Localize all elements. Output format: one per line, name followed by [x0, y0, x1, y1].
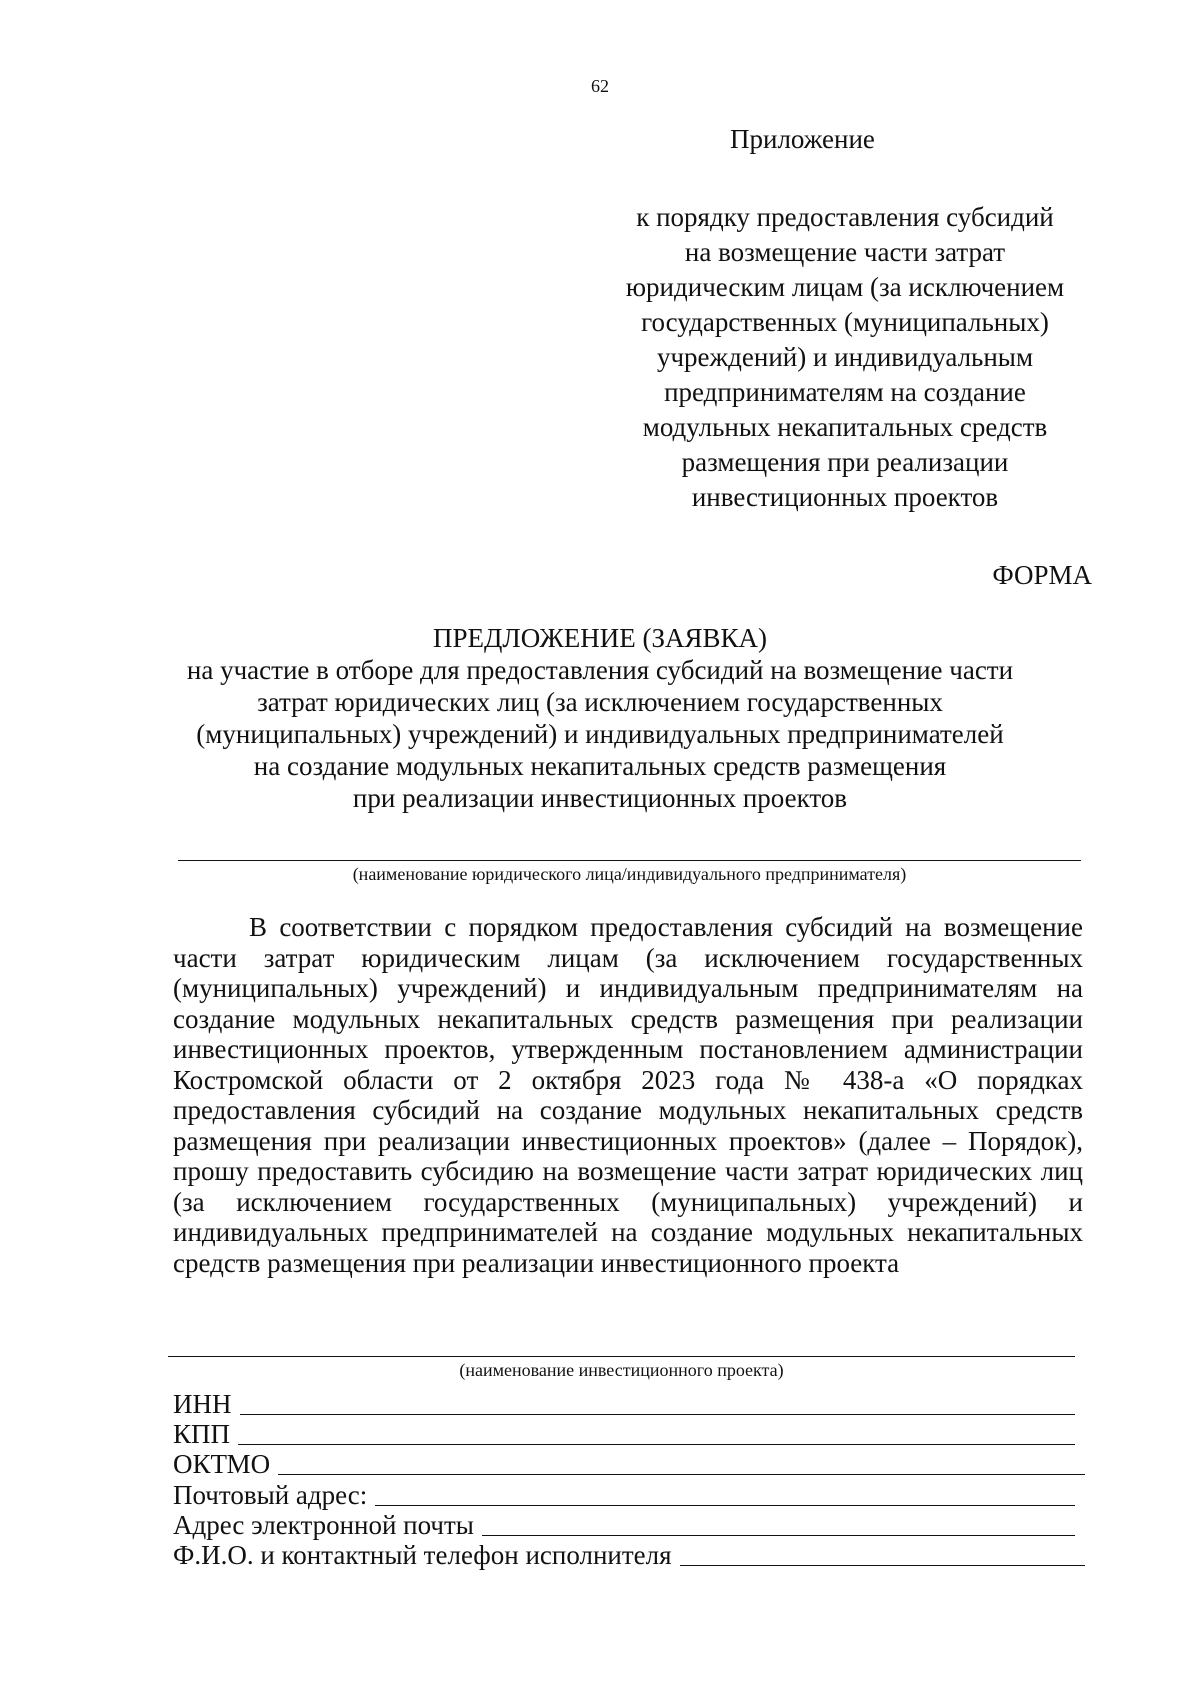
field-label-email: Адрес электронной почты [173, 1510, 474, 1540]
appendix-line: на возмещение части затрат [684, 237, 1006, 267]
field-label-oktmo: ОКТМО [173, 1449, 271, 1479]
appendix-line: учреждений) и индивидуальным [656, 342, 1034, 372]
page-number: 62 [591, 76, 609, 96]
appendix-line: государственных (муниципальных) [641, 307, 1049, 337]
applicant-name-line[interactable] [178, 860, 1081, 861]
field-input-contact-person[interactable] [680, 1565, 1085, 1566]
field-oktmo [173, 1450, 1085, 1480]
appendix-line: предпринимателям на создание [664, 377, 1026, 407]
field-postal-address [173, 1481, 1075, 1511]
appendix-reference [590, 200, 1100, 515]
field-contact-person [173, 1541, 1085, 1571]
field-label-kpp: КПП [173, 1419, 231, 1449]
appendix-line: к порядку предоставления субсидий [636, 202, 1054, 232]
field-kpp [173, 1420, 1075, 1450]
field-input-email[interactable] [482, 1535, 1075, 1536]
document-title: ПРЕДЛОЖЕНИЕ (ЗАЯВКА) [432, 623, 768, 653]
document-subtitle [150, 654, 1050, 814]
project-name-line[interactable] [168, 1356, 1075, 1357]
form-label: ФОРМА [992, 560, 1092, 590]
subtitle-line: при реализации инвестиционных проектов [352, 783, 848, 813]
field-input-inn[interactable] [240, 1414, 1076, 1415]
field-input-oktmo[interactable] [278, 1474, 1085, 1475]
field-label-postal-address: Почтовый адрес: [173, 1480, 368, 1510]
appendix-line: размещения при реализации [681, 447, 1009, 477]
subtitle-line: затрат юридических лиц (за исключением государственных [257, 687, 943, 717]
field-label-contact-person: Ф.И.О. и контактный телефон исполнителя [173, 1540, 672, 1570]
appendix-line: инвестиционных проектов [691, 482, 999, 512]
appendix-line: юридическим лицам (за исключением [625, 272, 1065, 302]
project-caption: (наименование инвестиционного проекта) [459, 1360, 784, 1380]
field-email [173, 1511, 1075, 1541]
applicant-caption: (наименование юридического лица/индивидуального предпринимателя) [352, 864, 907, 884]
field-input-kpp[interactable] [238, 1444, 1075, 1445]
subtitle-line: (муниципальных) учреждений) и индивидуальных предпринимателей [196, 719, 1004, 749]
subtitle-line: на участие в отборе для предоставления субсидий на возмещение части [186, 655, 1014, 685]
appendix-line: модульных некапитальных средств [642, 412, 1048, 442]
field-label-inn: ИНН [173, 1389, 232, 1419]
appendix-title: Приложение [730, 124, 875, 154]
subtitle-line: на создание модульных некапитальных средств размещения [253, 751, 947, 781]
field-input-postal-address[interactable] [375, 1505, 1075, 1506]
field-inn [173, 1390, 1075, 1420]
body-paragraph: В соответствии с порядком предоставления субсидий на возмещение части затрат юридическим лицам (за исключением государственных (муниципальных) учреждений) и индивидуальным предпринимателям на создание модульных некапитальных средств размещения при реализации инвестиционных проектов, утвержденным постановлением администрации Костромской области от 2 октября 2023 года № 438-а «О порядках предоставления субсидий на создание модульных некапитальных средств размещения при реализации инвестиционных проектов» (далее – Порядок), прошу предоставить субсидию на возмещение части затрат юридических лиц (за исключением государственных (муниципальных) учреждений) и индивидуальных предпринимателей на создание модульных некапитальных средств размещения при реализации инвестиционного проекта [173, 912, 1083, 1278]
